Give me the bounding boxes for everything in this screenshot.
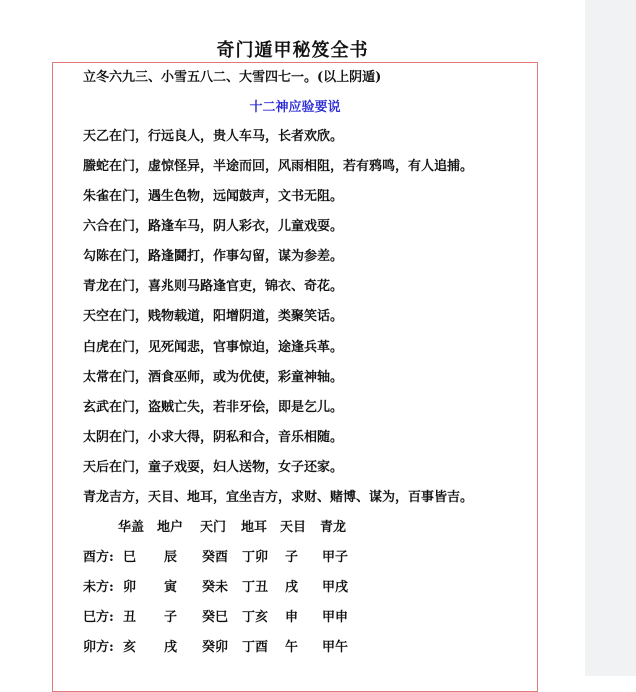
table-cell: 午 (285, 640, 299, 655)
table-cell: 戌 (285, 580, 299, 595)
table-header-cell: 天目 (280, 520, 307, 535)
text-line: 朱雀在门，遇生色物，远闻鼓声，文书无阻。 (83, 189, 344, 204)
table-cell: 子 (285, 550, 299, 565)
table-cell: 丁丑 (242, 580, 269, 595)
table-cell: 辰 (164, 550, 178, 565)
table-header-cell: 天门 (200, 520, 227, 535)
table-cell: 戌 (164, 640, 178, 655)
table-header-cell: 华盖 (118, 520, 145, 535)
text-line: 六合在门，路逢车马，阴人彩衣，儿童戏耍。 (83, 219, 344, 234)
document-title: 奇门遁甲秘笈全书 (216, 40, 369, 61)
table-row (0, 576, 585, 594)
text-line: 天乙在门，行远良人，贵人车马，长者欢欣。 (83, 129, 344, 144)
text-line: 太常在门，酒食巫师，或为优使，彩童神轴。 (83, 370, 344, 385)
viewer-side-panel (585, 0, 636, 676)
section-subtitle: 十二神应验要说 (249, 100, 341, 115)
table-header-cell: 地耳 (241, 520, 268, 535)
table-cell: 甲子 (322, 550, 349, 565)
row-label: 酉方: (83, 550, 114, 565)
table-row (0, 606, 585, 624)
table-cell: 甲申 (322, 610, 349, 625)
table-cell: 癸酉 (202, 550, 229, 565)
table-cell: 亥 (123, 640, 137, 655)
table-header-cell: 地户 (157, 520, 184, 535)
table-cell: 甲午 (322, 640, 349, 655)
table-cell: 寅 (164, 580, 178, 595)
text-line: 青龙在门，喜兆则马路逢官吏，锦衣、奇花。 (83, 279, 344, 294)
table-cell: 丁卯 (242, 550, 269, 565)
text-line: 白虎在门，见死闻悲，官事惊迫，途逢兵革。 (83, 340, 344, 355)
text-line: 太阴在门，小求大得，阴私和合，音乐相随。 (83, 430, 344, 445)
table-cell: 丁亥 (242, 610, 269, 625)
table-cell: 丁酉 (242, 640, 269, 655)
row-label: 卯方: (83, 640, 114, 655)
text-line: 天空在门，贱物载道，阳增阴道，类聚笑话。 (83, 309, 344, 324)
text-line: 青龙吉方，天目、地耳，宜坐吉方，求财、赌博、谋为，百事皆吉。 (83, 490, 474, 505)
row-label: 巳方: (83, 610, 114, 625)
table-cell: 申 (285, 610, 299, 625)
text-line: 天后在门，童子戏耍，妇人送物，女子还家。 (83, 460, 344, 475)
table-cell: 癸巳 (202, 610, 229, 625)
table-cell: 巳 (123, 550, 137, 565)
table-cell: 丑 (123, 610, 137, 625)
intro-line: 立冬六九三、小雪五八二、大雪四七一。(以上阴遁) (83, 70, 382, 85)
text-line: 勾陈在门，路逢鬪打，作事勾留，谋为参差。 (83, 249, 344, 264)
table-cell: 卯 (123, 580, 137, 595)
table-cell: 子 (164, 610, 178, 625)
text-line: 玄武在门，盗贼亡失，若非牙侩，即是乞儿。 (83, 400, 344, 415)
table-row (0, 546, 585, 564)
text-line: 螣蛇在门，虚惊怪异，半途而回，风雨相阻，若有鸦鸣，有人追捕。 (83, 159, 474, 174)
table-row (0, 636, 585, 654)
table-cell: 甲戌 (322, 580, 349, 595)
table-cell: 癸未 (202, 580, 229, 595)
row-label: 未方: (83, 580, 114, 595)
table-header-cell: 青龙 (320, 520, 347, 535)
table-cell: 癸卯 (202, 640, 229, 655)
table-header-row (0, 516, 585, 534)
